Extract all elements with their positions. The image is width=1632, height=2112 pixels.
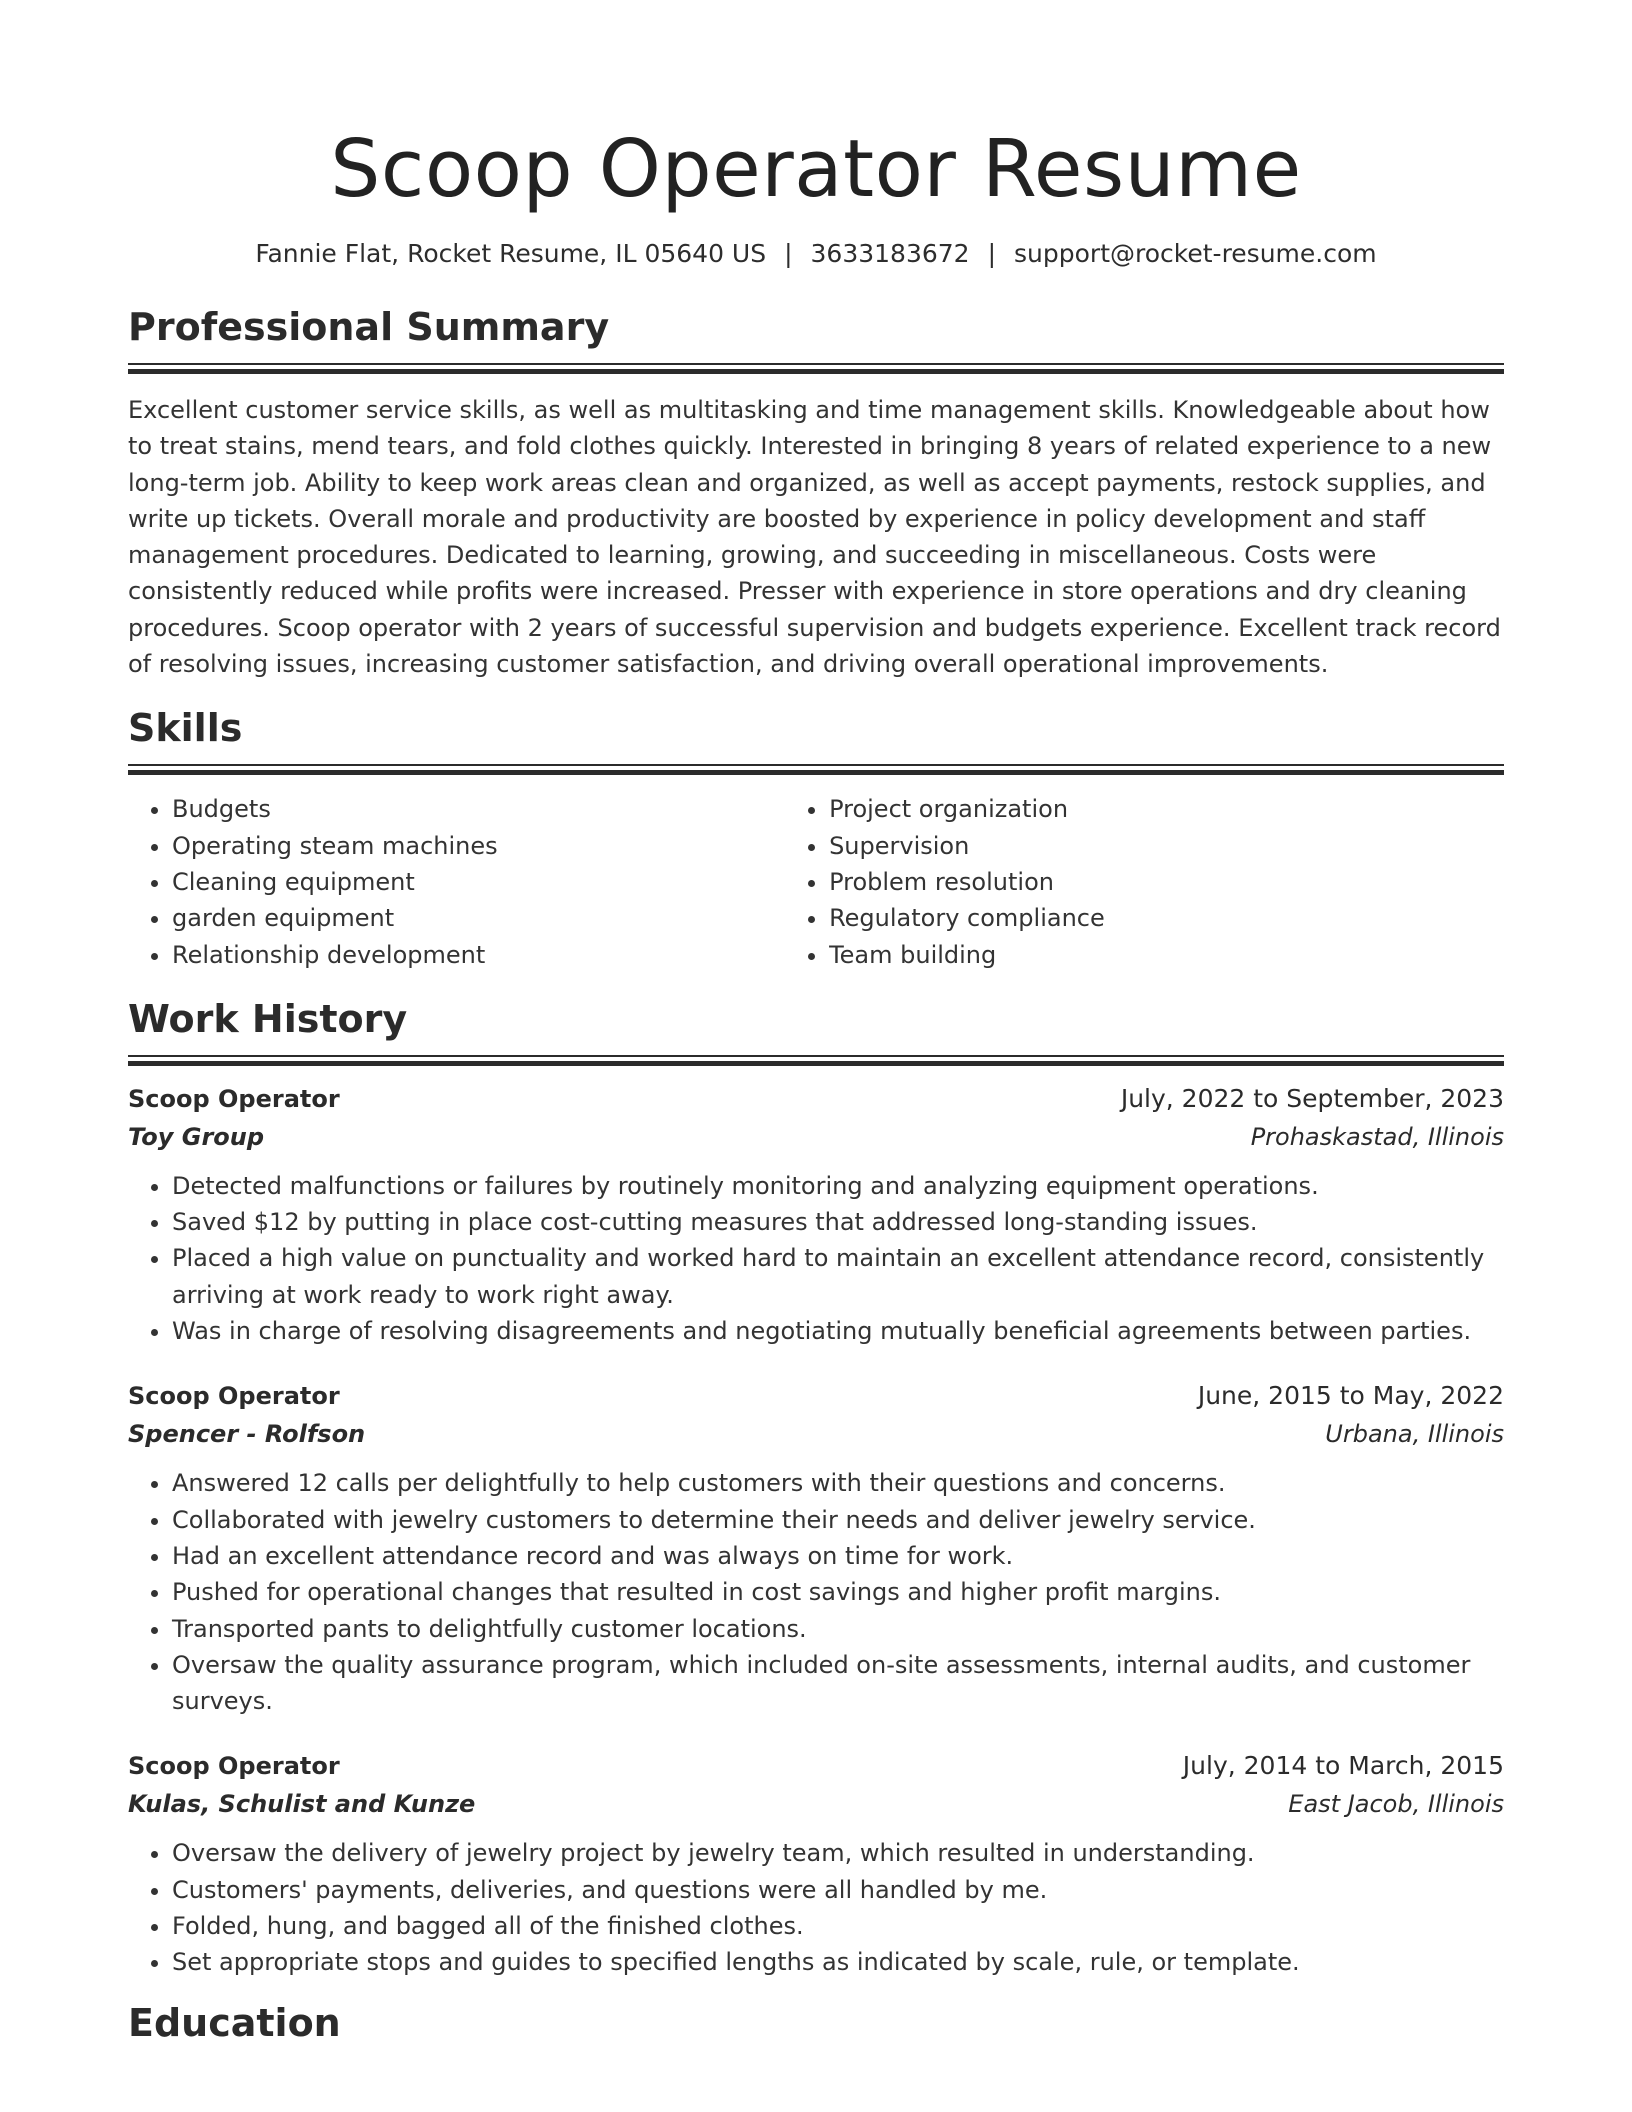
summary-heading: Professional Summary xyxy=(128,305,610,349)
work-history-section xyxy=(128,995,1504,1981)
job-entry xyxy=(128,1377,1504,1719)
resume-page xyxy=(128,0,1504,2047)
job-company: Toy Group xyxy=(128,1122,265,1151)
job-bullets xyxy=(128,1835,1504,1980)
job-company: Spencer - Rolfson xyxy=(128,1420,366,1449)
summary-text: Excellent customer service skills, as well as multitasking and time management skills. Knowledgeable about how to treat stains, mend tears, and fold clothes quickly. Interested in bringing 8 years of related experience to a new long-term job. Ability to keep work areas clean and organized, as well as accept payments, restock supplies, and write up tickets. Overall morale and productivity are boosted by experience in policy development and staff management procedures. Dedicated to learning, growing, and succeeding in miscellaneous. Costs were consistently reduced while profits were increased. Presser with experience in store operations and dry cleaning procedures. Scoop operator with 2 years of successful supervision and budgets experience. Excellent track record of resolving issues, increasing customer satisfaction, and driving overall operational improvements. xyxy=(128,396,1501,679)
job-entry xyxy=(128,1747,1504,1980)
job-entry xyxy=(128,1080,1504,1349)
skill-item: • Budgets xyxy=(172,791,785,827)
job-bullet: • Detected malfunctions or failures by routinely monitoring and analyzing equipment operations. xyxy=(172,1168,1504,1204)
section-divider xyxy=(128,363,1504,374)
job-bullet: • Transported pants to delightfully customer locations. xyxy=(172,1611,1504,1647)
skill-item: • Problem resolution xyxy=(829,864,1504,900)
contact-phone: 3633183672 xyxy=(810,239,970,268)
contact-email: support@rocket-resume.com xyxy=(1014,239,1377,268)
job-title: Scoop Operator xyxy=(128,1084,340,1113)
skill-item: • garden equipment xyxy=(172,900,785,936)
job-company-row xyxy=(128,1118,1504,1156)
skills-list-right xyxy=(785,791,1504,972)
job-title: Scoop Operator xyxy=(128,1752,340,1781)
education-section xyxy=(128,1999,1504,2047)
skills-columns xyxy=(128,791,1504,972)
job-bullet: • Had an excellent attendance record and was always on time for work. xyxy=(172,1538,1504,1574)
job-dates: June, 2015 to May, 2022 xyxy=(1197,1381,1504,1411)
job-bullets xyxy=(128,1465,1504,1719)
education-heading: Education xyxy=(128,2000,341,2045)
job-bullet: • Folded, hung, and bagged all of the finished clothes. xyxy=(172,1908,1504,1944)
section-divider xyxy=(128,1055,1504,1066)
job-header-row xyxy=(128,1080,1504,1118)
job-location: Urbana, Illinois xyxy=(1325,1420,1504,1449)
skill-item: • Project organization xyxy=(829,791,1504,827)
job-bullet: • Oversaw the quality assurance program, which included on-site assessments, internal audits, and customer surveys. xyxy=(172,1647,1504,1720)
job-header-row xyxy=(128,1377,1504,1415)
contact-separator: | xyxy=(784,239,793,268)
job-company-row xyxy=(128,1785,1504,1823)
job-bullet: • Pushed for operational changes that resulted in cost savings and higher profit margins. xyxy=(172,1574,1504,1610)
job-title: Scoop Operator xyxy=(128,1382,340,1411)
skill-item: • Cleaning equipment xyxy=(172,864,785,900)
job-bullet: • Collaborated with jewelry customers to determine their needs and deliver jewelry service. xyxy=(172,1502,1504,1538)
job-dates: July, 2022 to September, 2023 xyxy=(1120,1083,1504,1113)
job-bullets xyxy=(128,1168,1504,1349)
job-company: Kulas, Schulist and Kunze xyxy=(128,1790,476,1819)
job-bullet: • Placed a high value on punctuality and worked hard to maintain an excellent attendance record, consistently arriving at work ready to work right away. xyxy=(172,1240,1504,1313)
skills-section xyxy=(128,704,1504,972)
job-location: Prohaskastad, Illinois xyxy=(1250,1122,1504,1151)
job-bullet: • Was in charge of resolving disagreements and negotiating mutually beneficial agreements between parties. xyxy=(172,1313,1504,1349)
job-bullet: • Set appropriate stops and guides to specified lengths as indicated by scale, rule, or template. xyxy=(172,1944,1504,1980)
skills-list-left xyxy=(128,791,785,972)
skill-item: • Supervision xyxy=(829,828,1504,864)
contact-separator: | xyxy=(987,239,997,268)
contact-address: Fannie Flat, Rocket Resume, IL 05640 US xyxy=(255,239,767,268)
job-location: East Jacob, Illinois xyxy=(1288,1790,1504,1819)
skill-item: • Regulatory compliance xyxy=(829,900,1504,936)
job-company-row xyxy=(128,1415,1504,1453)
skill-item: • Relationship development xyxy=(172,937,785,973)
job-bullet: • Answered 12 calls per delightfully to help customers with their questions and concerns. xyxy=(172,1465,1504,1501)
work-history-heading: Work History xyxy=(128,996,408,1041)
job-dates: July, 2014 to March, 2015 xyxy=(1182,1751,1504,1781)
job-bullet: • Oversaw the delivery of jewelry project by jewelry team, which resulted in understanding. xyxy=(172,1835,1504,1871)
job-bullet: • Customers' payments, deliveries, and questions were all handled by me. xyxy=(172,1872,1504,1908)
skill-item: • Team building xyxy=(829,937,1504,973)
resume-title: Scoop Operator Resume xyxy=(330,123,1302,215)
job-bullet: • Saved $12 by putting in place cost-cutting measures that addressed long-standing issues. xyxy=(172,1204,1504,1240)
job-header-row xyxy=(128,1747,1504,1785)
section-divider xyxy=(128,764,1504,775)
skills-heading: Skills xyxy=(128,706,243,751)
contact-line xyxy=(128,237,1504,271)
skill-item: • Operating steam machines xyxy=(172,828,785,864)
summary-section xyxy=(128,303,1504,682)
